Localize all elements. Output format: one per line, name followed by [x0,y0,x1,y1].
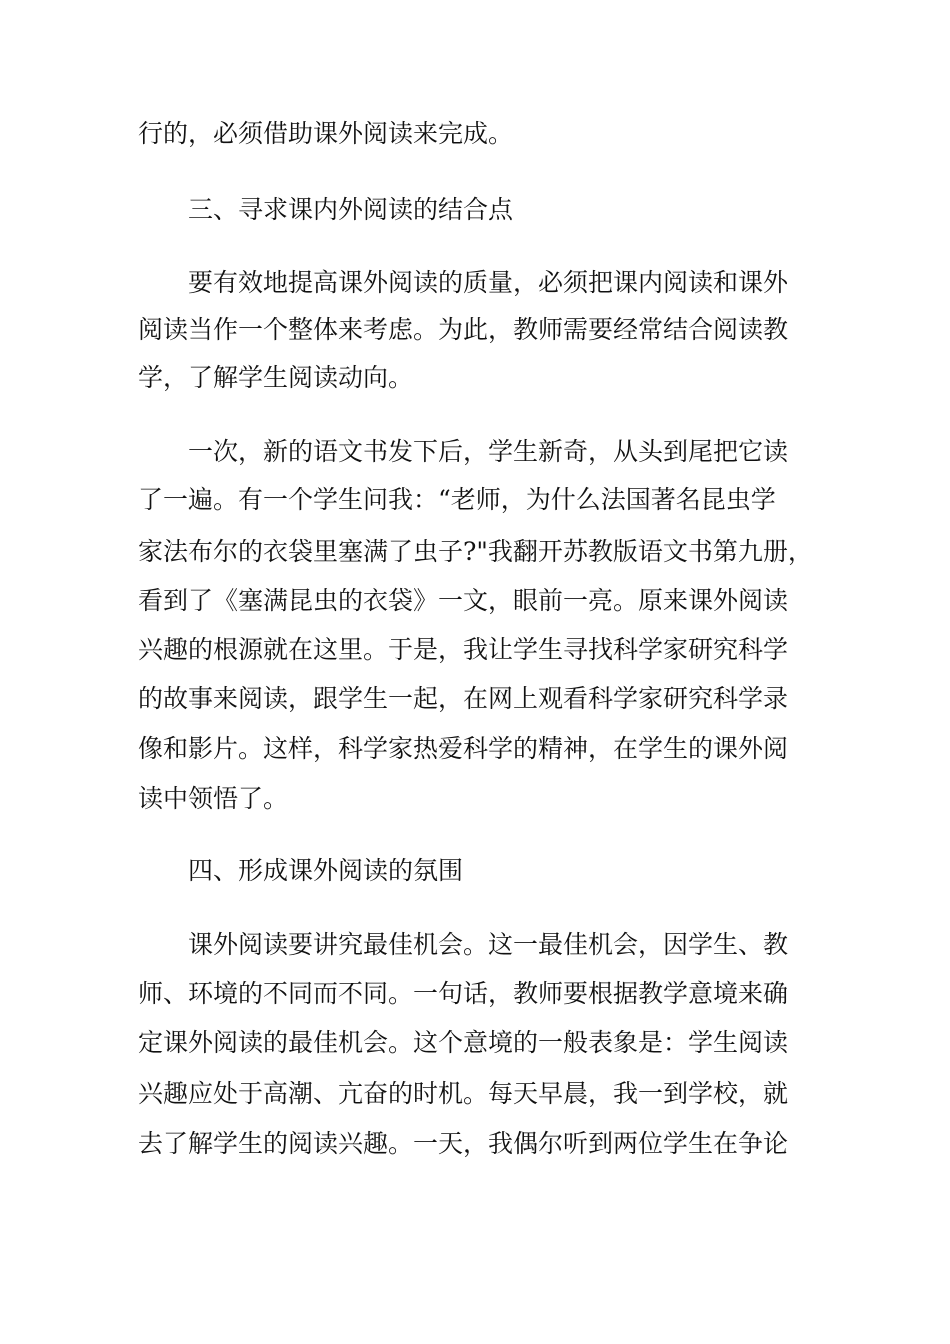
paragraph-line: 了一遍。有一个学生问我：“老师，为什么法国著名昆虫学 [138,485,776,514]
paragraph-line: 读中领悟了。 [138,784,289,813]
paragraph-line: 要有效地提高课外阅读的质量，必须把课内阅读和课外 [188,268,789,297]
section-heading: 四、形成课外阅读的氛围 [188,856,464,885]
paragraph-line: 的故事来阅读，跟学生一起，在网上观看科学家研究科学录 [138,684,789,713]
paragraph-line: 兴趣的根源就在这里。于是，我让学生寻找科学家研究科学 [138,635,789,664]
paragraph-line: 看到了《塞满昆虫的衣袋》一文，眼前一亮。原来课外阅读 [138,586,789,615]
paragraph-line: 行的，必须借助课外阅读来完成。 [138,119,514,148]
paragraph-line: 课外阅读要讲究最佳机会。这一最佳机会，因学生、教 [188,930,789,959]
paragraph-line: 学，了解学生阅读动向。 [138,363,414,392]
paragraph-line: 家法布尔的衣袋里塞满了虫子?"我翻开苏教版语文书第九册， [138,537,813,566]
paragraph-line: 阅读当作一个整体来考虑。为此，教师需要经常结合阅读教 [138,315,789,344]
paragraph-line: 兴趣应处于高潮、亢奋的时机。每天早晨，我一到学校，就 [138,1079,789,1108]
paragraph-line: 一次，新的语文书发下后，学生新奇，从头到尾把它读 [188,437,789,466]
paragraph-line: 师、环境的不同而不同。一句话，教师要根据教学意境来确 [138,979,789,1008]
paragraph-line: 定课外阅读的最佳机会。这个意境的一般表象是：学生阅读 [138,1028,789,1057]
paragraph-line: 像和影片。这样，科学家热爱科学的精神，在学生的课外阅 [138,734,789,763]
paragraph-line: 去了解学生的阅读兴趣。一天，我偶尔听到两位学生在争论 [138,1129,789,1158]
section-heading: 三、寻求课内外阅读的结合点 [188,195,514,224]
